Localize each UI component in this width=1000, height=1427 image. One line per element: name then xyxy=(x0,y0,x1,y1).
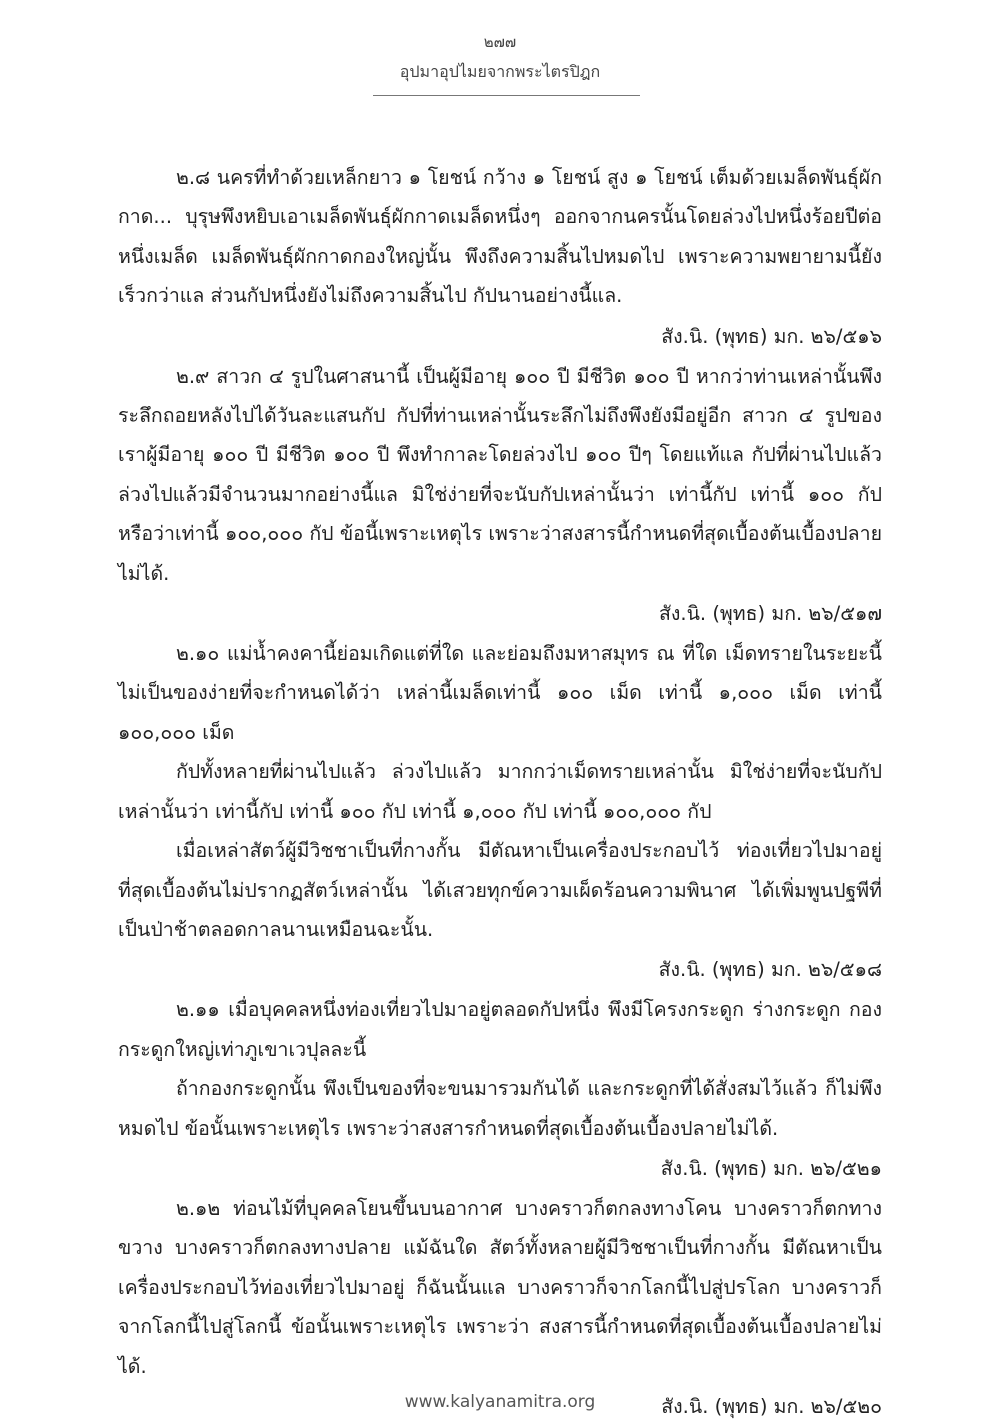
reference-2-8: สัง.นิ. (พุทธ) มก. ๒๖/๕๑๖ xyxy=(661,324,882,348)
paragraph-2-11: ๒.๑๑ เมื่อบุคคลหนึ่งท่องเที่ยวไปมาอยู่ตลอดกัปหนึ่ง พึงมีโครงกระดูก ร่างกระดูก กองกระดูกใหญ่เท่าภูเขาเวปุลละนี้ xyxy=(118,998,882,1061)
reference-2-12: สัง.นิ. (พุทธ) มก. ๒๖/๕๒๐ xyxy=(661,1394,882,1418)
running-title: อุปมาอุปไมยจากพระไตรปิฎก xyxy=(399,62,601,81)
paragraph-2-10-b: กัปทั้งหลายที่ผ่านไปแล้ว ล่วงไปแล้ว มากกว่าเม็ดทรายเหล่านั้น มิใช่ง่ายที่จะนับกัปเหล่านั้นว่า เท่านี้กัป เท่านี้ ๑๐๐ กัป เท่านี้ ๑,๐๐๐ กัป เท่านี้ ๑๐๐,๐๐๐ กัป xyxy=(118,760,882,823)
header-divider xyxy=(373,95,640,96)
paragraph-2-10-c: เมื่อเหล่าสัตว์ผู้มีวิชชาเป็นที่กางกั้น มีตัณหาเป็นเครื่องประกอบไว้ ท่องเที่ยวไปมาอยู่ที่สุดเบื้องต้นไม่ปรากฏสัตว์เหล่านั้น ได้เสวยทุกข์ความเผ็ดร้อนความพินาศ ได้เพิ่มพูนปฐพีที่เป็นป่าช้าตลอดกาลนานเหมือนฉะนั้น. xyxy=(118,839,882,941)
reference-2-9: สัง.นิ. (พุทธ) มก. ๒๖/๕๑๗ xyxy=(658,602,882,626)
reference-2-11: สัง.นิ. (พุทธ) มก. ๒๖/๕๒๑ xyxy=(660,1156,882,1180)
document-body xyxy=(118,158,882,1427)
paragraph-2-11-b: ถ้ากองกระดูกนั้น พึงเป็นของที่จะขนมารวมกันได้ และกระดูกที่ได้สั่งสมไว้แล้ว ก็ไม่พึงหมดไป ข้อนั้นเพราะเหตุไร เพราะว่าสงสารกำหนดที่สุดเบื้องต้นเบื้องปลายไม่ได้. xyxy=(118,1077,882,1140)
paragraph-2-8: ๒.๘ นครที่ทำด้วยเหล็กยาว ๑ โยชน์ กว้าง ๑ โยชน์ สูง ๑ โยชน์ เต็มด้วยเมล็ดพันธุ์ผักกาด... บุรุษพึงหยิบเอาเมล็ดพันธุ์ผักกาดเมล็ดหนึ่งๆ ออกจากนครนั้นโดยล่วงไปหนึ่งร้อยปีต่อหนึ่งเมล็ด เมล็ดพันธุ์ผักกาดกองใหญ่นั้น พึงถึงความสิ้นไปหมดไป เพราะความพยายามนี้ยังเร็วกว่าแล ส่วนกัปหนึ่งยังไม่ถึงความสิ้นไป กัปนานอย่างนี้แล. xyxy=(118,166,882,308)
page-number: ๒๗๗ xyxy=(483,33,517,51)
reference-2-10: สัง.นิ. (พุทธ) มก. ๒๖/๕๑๘ xyxy=(658,958,882,982)
footer-url[interactable]: www.kalyanamitra.org xyxy=(404,1392,596,1412)
paragraph-2-10: ๒.๑๐ แม่น้ำคงคานี้ย่อมเกิดแต่ที่ใด และย่อมถึงมหาสมุทร ณ ที่ใด เม็ดทรายในระยะนี้ไม่เป็นของง่ายที่จะกำหนดได้ว่า เหล่านี้เมล็ดเท่านี้ ๑๐๐ เม็ด เท่านี้ ๑,๐๐๐ เม็ด เท่านี้ ๑๐๐,๐๐๐ เม็ด xyxy=(118,642,882,744)
paragraph-2-12: ๒.๑๒ ท่อนไม้ที่บุคคลโยนขึ้นบนอากาศ บางคราวก็ตกลงทางโคน บางคราวก็ตกทางขวาง บางคราวก็ตกลงทางปลาย แม้ฉันใด สัตว์ทั้งหลายผู้มีวิชชาเป็นที่กางกั้น มีตัณหาเป็นเครื่องประกอบไว้ท่องเที่ยวไปมาอยู่ ก็ฉันนั้นแล บางคราวก็จากโลกนี้ไปสู่ปรโลก บางคราวก็จากโลกนี้ไปสู่โลกนี้ ข้อนั้นเพราะเหตุไร เพราะว่า สงสารนี้กำหนดที่สุดเบื้องต้นเบื้องปลายไม่ได้. xyxy=(118,1196,882,1378)
paragraph-2-9: ๒.๙ สาวก ๔ รูปในศาสนานี้ เป็นผู้มีอายุ ๑๐๐ ปี มีชีวิต ๑๐๐ ปี หากว่าท่านเหล่านั้นพึงระลึกถอยหลังไปได้วันละแสนกัป กัปที่ท่านเหล่านั้นระลึกไม่ถึงพึงยังมีอยู่อีก สาวก ๔ รูปของเราผู้มีอายุ ๑๐๐ ปี มีชีวิต ๑๐๐ ปี พึงทำกาละโดยล่วงไป ๑๐๐ ปีๆ โดยแท้แล กัปที่ผ่านไปแล้ว ล่วงไปแล้วมีจำนวนมากอย่างนี้แล มิใช่ง่ายที่จะนับกัปเหล่านั้นว่า เท่านี้กัป เท่านี้ ๑๐๐ กัป หรือว่าเท่านี้ ๑๐๐,๐๐๐ กัป ข้อนี้เพราะเหตุไร เพราะว่าสงสารนี้กำหนดที่สุดเบื้องต้นเบื้องปลายไม่ได้. xyxy=(118,364,882,585)
